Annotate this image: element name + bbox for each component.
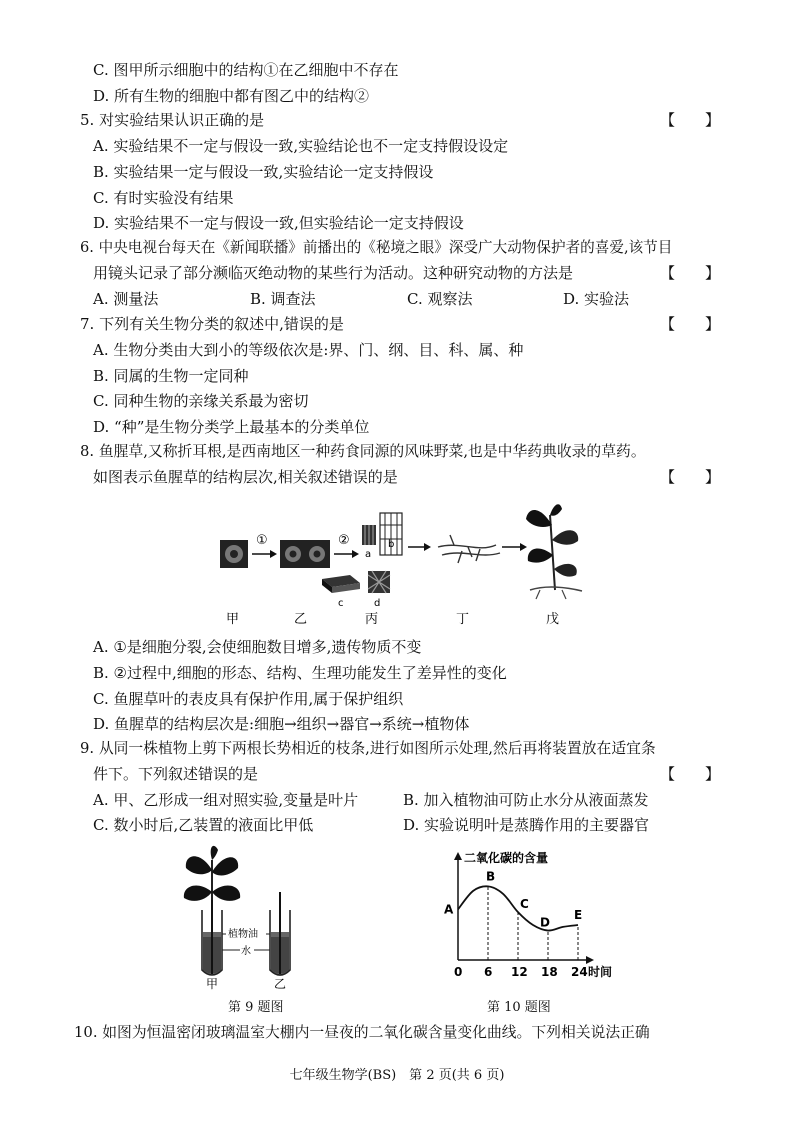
tube-jia-icon [202, 900, 222, 975]
q7-option-c: C. 同种生物的亲缘关系最为密切 [93, 392, 309, 410]
arrow-to-wu-icon [502, 543, 527, 551]
tissue-d-label: d [374, 598, 381, 609]
q8-stem-line1: 8. 鱼腥草,又称折耳根,是西南地区一种药食同源的风味野菜,也是中华药典收录的草药。 [80, 443, 646, 460]
q8-step2-label: ② [338, 533, 350, 548]
q6-stem-line1: 6. 中央电视台每天在《新闻联播》前播出的《秘境之眼》深受广大动物保护者的喜爱,该节目 [80, 239, 673, 256]
y-axis-arrow-icon [454, 852, 462, 860]
q7-answer-bracket: 【 】 [660, 315, 721, 333]
q8-label-jia: 甲 [226, 612, 240, 627]
tissue-d-icon [368, 571, 390, 593]
q7-stem: 7. 下列有关生物分类的叙述中,错误的是 [80, 315, 344, 333]
point-label-E: E [574, 908, 583, 923]
q7-option-d: D. “种”是生物分类学上最基本的分类单位 [93, 418, 370, 436]
arrow-to-ding-icon [408, 543, 431, 551]
x-tick-24: 24 [571, 965, 588, 978]
x-tick-18: 18 [541, 965, 558, 978]
cell-jia-icon [220, 540, 248, 568]
tissue-b-label: b [388, 539, 395, 550]
q9-label-jia: 甲 [206, 977, 219, 990]
q8-label-ding: 丁 [456, 612, 470, 627]
q6-option-d: D. 实验法 [563, 290, 630, 308]
q5-stem: 5. 对实验结果认识正确的是 [80, 111, 265, 129]
q7-option-a: A. 生物分类由大到小的等级依次是:界、门、纲、目、科、属、种 [93, 341, 524, 359]
x-tick-6: 6 [484, 965, 493, 978]
page-footer: 七年级生物学(BS) 第 2 页(共 6 页) [289, 1068, 505, 1083]
q10-figure-caption: 第 10 题图 [487, 1000, 551, 1015]
q6-answer-bracket: 【 】 [660, 264, 721, 282]
q8-label-wu: 戊 [546, 612, 560, 627]
q5-option-d: D. 实验结果不一定与假设一致,但实验结论一定支持假设 [93, 214, 464, 232]
q8-structure-levels-figure [210, 495, 610, 630]
tissue-c-icon [322, 575, 360, 593]
q9-option-a: A. 甲、乙形成一组对照实验,变量是叶片 [93, 791, 359, 809]
x-axis-label: 时间 [588, 965, 613, 978]
y-axis-label: 二氧化碳的含量 [464, 851, 549, 865]
q8-option-a: A. ①是细胞分裂,会使细胞数目增多,遗传物质不变 [93, 638, 422, 656]
q4-option-c: C. 图甲所示细胞中的结构①在乙细胞中不存在 [93, 61, 399, 79]
q8-option-d: D. 鱼腥草的结构层次是:细胞→组织→器官→系统→植物体 [93, 715, 470, 733]
q8-option-c: C. 鱼腥草叶的表皮具有保护作用,属于保护组织 [93, 690, 404, 708]
q8-stem-line2: 如图表示鱼腥草的结构层次,相关叙述错误的是 [93, 468, 398, 486]
point-label-C: C [520, 897, 529, 912]
q9-figure-caption: 第 9 题图 [228, 1000, 284, 1015]
q6-option-b: B. 调查法 [250, 290, 316, 308]
tube-yi-icon [270, 892, 290, 975]
x-tick-12: 12 [511, 965, 528, 978]
x-tick-0: 0 [454, 965, 463, 978]
point-label-B: B [486, 869, 496, 884]
q9-stem-line1: 9. 从同一株植物上剪下两根长势相近的枝条,进行如图所示处理,然后再将装置放在适宜条 [80, 740, 656, 757]
q5-option-c: C. 有时实验没有结果 [93, 189, 234, 207]
point-label-D: D [540, 915, 550, 930]
q7-option-b: B. 同属的生物一定同种 [93, 367, 249, 385]
q4-option-d: D. 所有生物的细胞中都有图乙中的结构② [93, 87, 370, 105]
q6-stem-line2: 用镜头记录了部分濒临灭绝动物的某些行为活动。这种研究动物的方法是 [93, 264, 574, 282]
q9-answer-bracket: 【 】 [660, 765, 721, 783]
q9-stem-line2: 件下。下列叙述错误的是 [93, 765, 259, 783]
tissue-c-label: c [338, 598, 344, 609]
q6-option-c: C. 观察法 [407, 290, 473, 308]
q10-stem: 10. 如图为恒温密闭玻璃温室大棚内一昼夜的二氧化碳含量变化曲线。下列相关说法正确 [74, 1024, 650, 1041]
q9-label-yi: 乙 [274, 977, 287, 990]
organ-ding-root-icon [438, 535, 500, 563]
q10-co2-chart [430, 848, 630, 978]
arrow-step2-icon [334, 550, 359, 558]
point-label-A: A [444, 902, 454, 917]
arrow-step1-icon [252, 550, 277, 558]
plant-wu-icon [526, 504, 582, 599]
q5-option-b: B. 实验结果一定与假设一致,实验结论一定支持假设 [93, 163, 434, 181]
q9-option-d: D. 实验说明叶是蒸腾作用的主要器官 [403, 816, 650, 834]
cells-yi-icon [280, 540, 330, 568]
q9-oil-label: 植物油 [228, 929, 258, 940]
q5-option-a: A. 实验结果不一定与假设一致,实验结论也不一定支持假设设定 [93, 137, 509, 155]
q6-option-a: A. 测量法 [93, 290, 159, 308]
x-axis-arrow-icon [586, 956, 594, 964]
tissue-a-label: a [365, 549, 372, 560]
q9-water-label: 水 [241, 946, 251, 957]
tissue-a-icon [362, 525, 376, 545]
q8-option-b: B. ②过程中,细胞的形态、结构、生理功能发生了差异性的变化 [93, 664, 507, 682]
q9-tube-experiment-figure [170, 840, 320, 990]
q5-answer-bracket: 【 】 [660, 111, 721, 129]
q8-label-yi: 乙 [294, 612, 308, 627]
q8-label-bing: 丙 [365, 612, 379, 627]
q9-option-c: C. 数小时后,乙装置的液面比甲低 [93, 816, 314, 834]
q8-answer-bracket: 【 】 [660, 468, 721, 486]
q9-option-b: B. 加入植物油可防止水分从液面蒸发 [403, 791, 649, 809]
q8-step1-label: ① [256, 533, 268, 548]
